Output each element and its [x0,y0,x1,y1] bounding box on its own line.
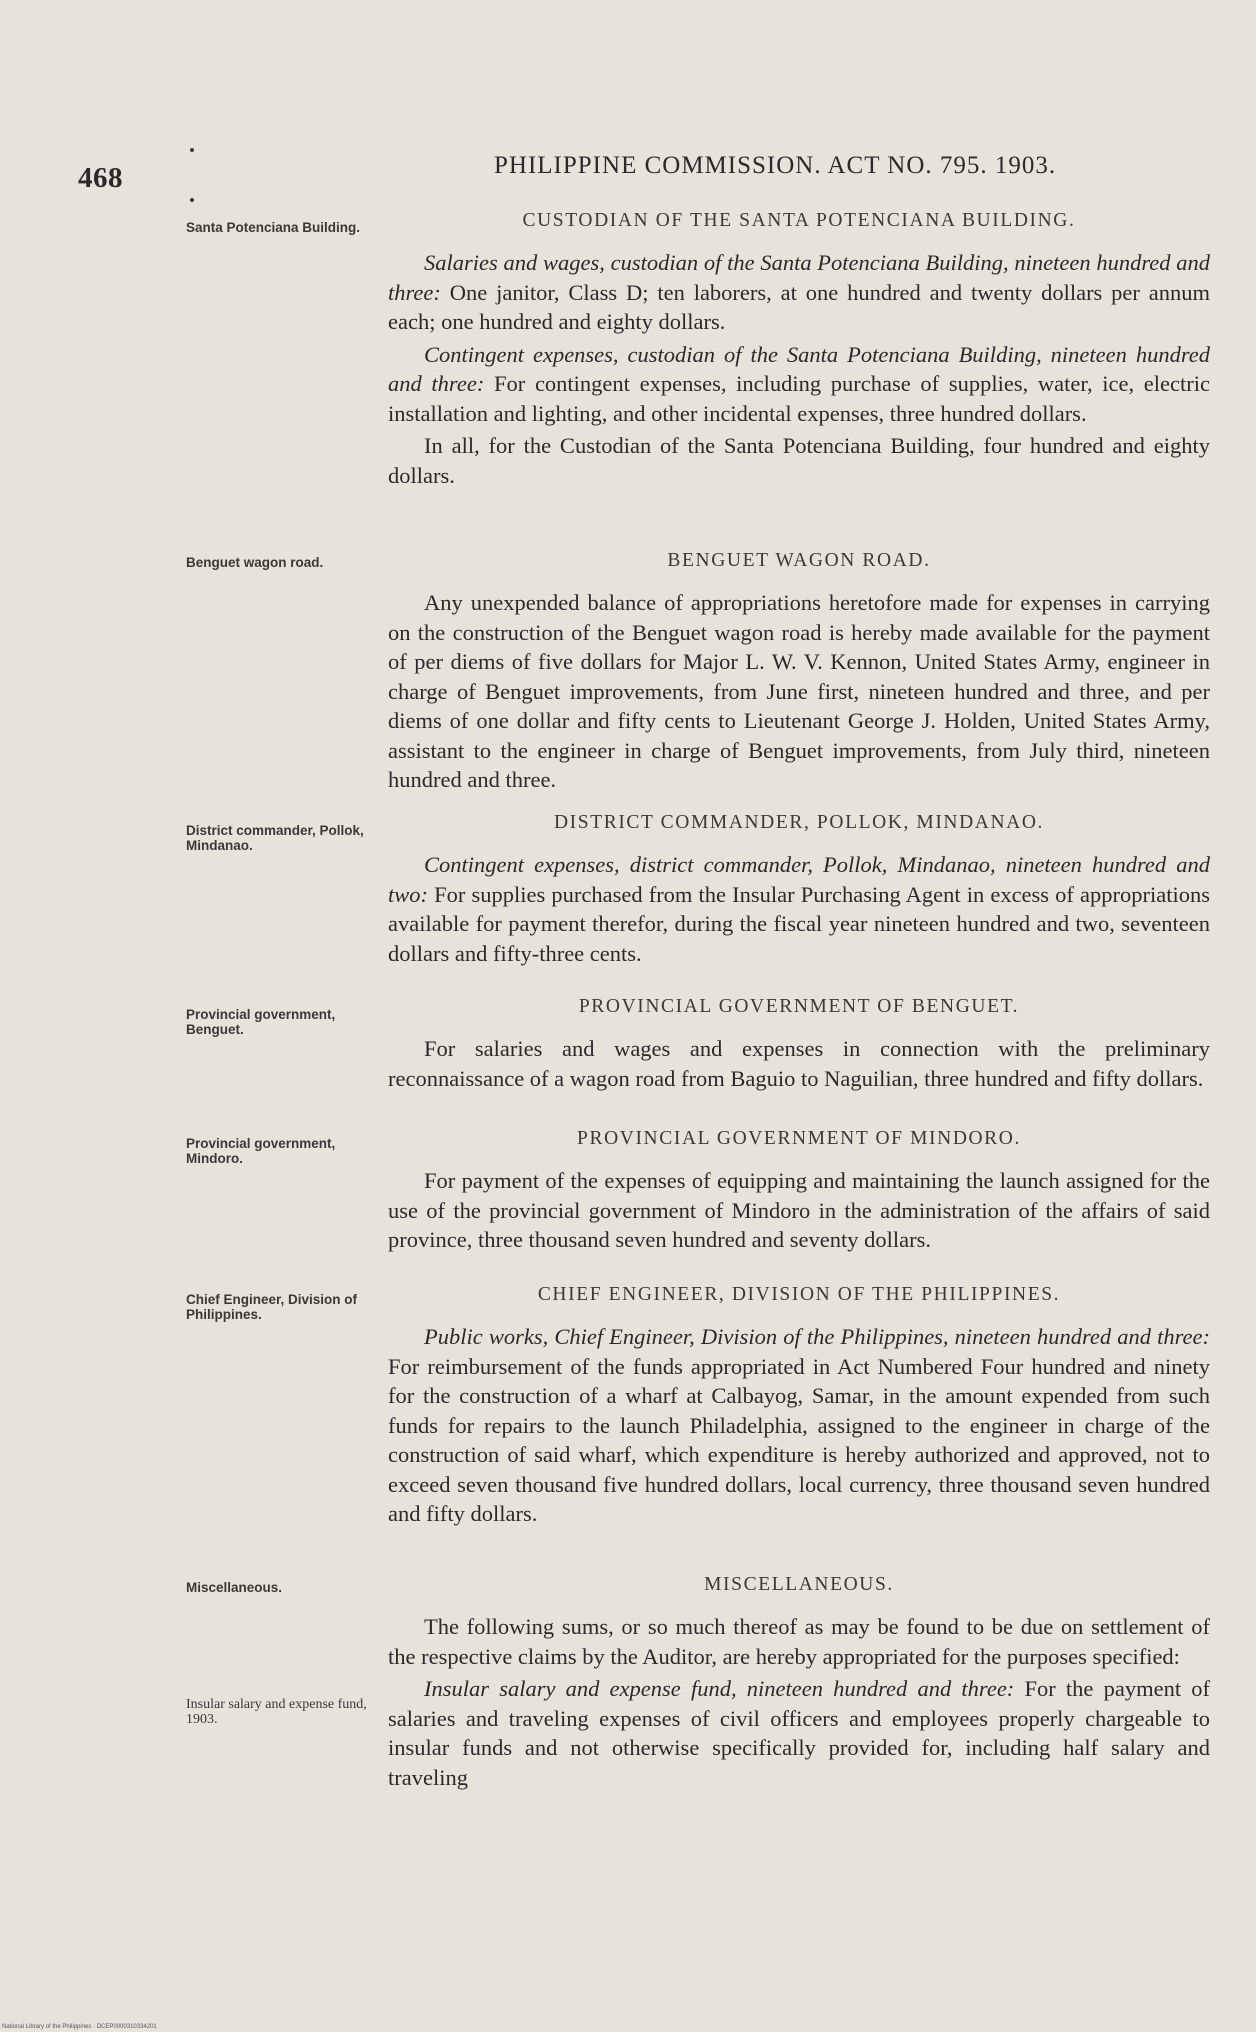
paragraph [388,431,1210,490]
paragraph [388,248,1210,337]
section-heading: MISCELLANEOUS. [704,1574,894,1595]
margin-note-benguet-road: Benguet wagon road. [186,555,324,570]
paragraph [388,588,1210,795]
paragraph-text: One janitor, Class D; ten laborers, at one hundred and twenty dollars per annum each; one hundred and eighty dollars. [388,279,1210,334]
margin-note-chief-engineer: Chief Engineer, Division of Philippines. [186,1292,358,1322]
margin-note-insular-fund: Insular salary and expense fund, 1903. [186,1697,367,1727]
paragraph-text: The following sums, or so much thereof as may be found to be due on settlement of the respective claims by the Auditor, are hereby appropriated for the purposes specified: [388,1614,1210,1669]
paragraph-text: For the payment of salaries and traveling expenses of civil officers and employees properly chargeable to insular funds and not otherwise specifically provided for, including half salary and traveling [388,1676,1211,1790]
section-heading: PROVINCIAL GOVERNMENT OF BENGUET. [578,996,1020,1017]
paragraph [388,1322,1210,1529]
page-number: 468 [78,162,123,194]
ink-speck [190,148,194,152]
section-district-commander [388,812,1210,968]
section-chief-engineer [388,1284,1210,1529]
scan-credit: National Library of the Philippines · DCEP0000310334201 [2,2024,157,2030]
paragraph [388,1166,1210,1255]
section-heading: CUSTODIAN OF THE SANTA POTENCIANA BUILDING. [522,210,1076,231]
paragraph-italic-lead: Contingent expenses, district commander, Pollok, Mindanao, nineteen hundred and two: [388,852,1210,907]
section-heading: CHIEF ENGINEER, DIVISION OF THE PHILIPPINES. [537,1284,1061,1305]
paragraph-text: Any unexpended balance of appropriations heretofore made for expenses in carrying on the construction of the Benguet wagon road is hereby made available for the payment of per diems of five dollars for Major L. W. V. Kennon, United States Army, engineer in charge of Benguet improvements, from June first, nineteen hundred and three, and per diems of one dollar and fifty cents to Lieutenant George J. Holden, United States Army, assistant to the engineer in charge of Benguet improvements, from July third, nineteen hundred and three. [388,590,1210,792]
section-miscellaneous [388,1574,1210,1792]
paragraph-text: For salaries and wages and expenses in connection with the preliminary reconnaissance of a wagon road from Baguio to Naguilian, three hundred and fifty dollars. [388,1036,1210,1091]
section-benguet-road [388,550,1210,795]
paragraph-italic-lead: Insular salary and expense fund, nineteen hundred and three: [424,1676,1015,1701]
paragraph [388,1674,1210,1792]
section-heading: PROVINCIAL GOVERNMENT OF MINDORO. [577,1128,1021,1149]
margin-note-mindoro-government: Provincial government, Mindoro. [186,1136,336,1166]
paragraph-text: For contingent expenses, including purchase of supplies, water, ice, electric installation and lighting, and other incidental expenses, three hundred dollars. [388,371,1210,426]
section-mindoro-government [388,1128,1210,1255]
ink-speck [190,198,194,202]
margin-note-miscellaneous: Miscellaneous. [186,1580,283,1595]
paragraph-text: For reimbursement of the funds appropriated in Act Numbered Four hundred and ninety for the construction of a wharf at Calbayog, Samar, in the amount expended from such funds for repairs to the launch Philadelphia, assigned to the engineer in charge of the construction of said wharf, which expenditure is hereby authorized and approved, not to exceed seven thousand five hundred dollars, local currency, three thousand seven hundred and fifty dollars. [388,1353,1210,1526]
paragraph-italic-lead: Public works, Chief Engineer, Division of the Philippines, nineteen hundred and three: [424,1324,1210,1349]
section-benguet-government [388,996,1210,1093]
margin-note-benguet-government: Provincial government, Benguet. [186,1007,336,1037]
margin-note-district-commander: District commander, Pollok, Mindanao. [186,823,364,853]
paragraph-text: For payment of the expenses of equipping and maintaining the launch assigned for the use of the provincial government of Mindoro in the administration of the affairs of said province, three thousand seven hundred and seventy dollars. [388,1168,1210,1252]
paragraph-italic-lead: Contingent expenses, custodian of the Santa Potenciana Building, nineteen hundred and three: [388,341,1210,396]
section-heading: BENGUET WAGON ROAD. [667,550,931,571]
paragraph [388,850,1210,968]
running-head: PHILIPPINE COMMISSION. ACT NO. 795. 1903. [494,152,1057,179]
paragraph-text: For supplies purchased from the Insular Purchasing Agent in excess of appropriations available for payment therefor, during the fiscal year nineteen hundred and two, seventeen dollars and fifty-three cents. [388,881,1210,966]
section-heading: DISTRICT COMMANDER, POLLOK, MINDANAO. [553,812,1045,833]
paragraph [388,1612,1210,1671]
margin-note-santa-potenciana: Santa Potenciana Building. [186,220,361,235]
section-santa-potenciana [388,210,1210,490]
paragraph-italic-lead: Salaries and wages, custodian of the Santa Potenciana Building, nineteen hundred and three: [388,250,1210,305]
paragraph [388,340,1210,429]
paragraph-text: In all, for the Custodian of the Santa Potenciana Building, four hundred and eighty dollars. [388,433,1210,488]
paragraph [388,1034,1210,1093]
